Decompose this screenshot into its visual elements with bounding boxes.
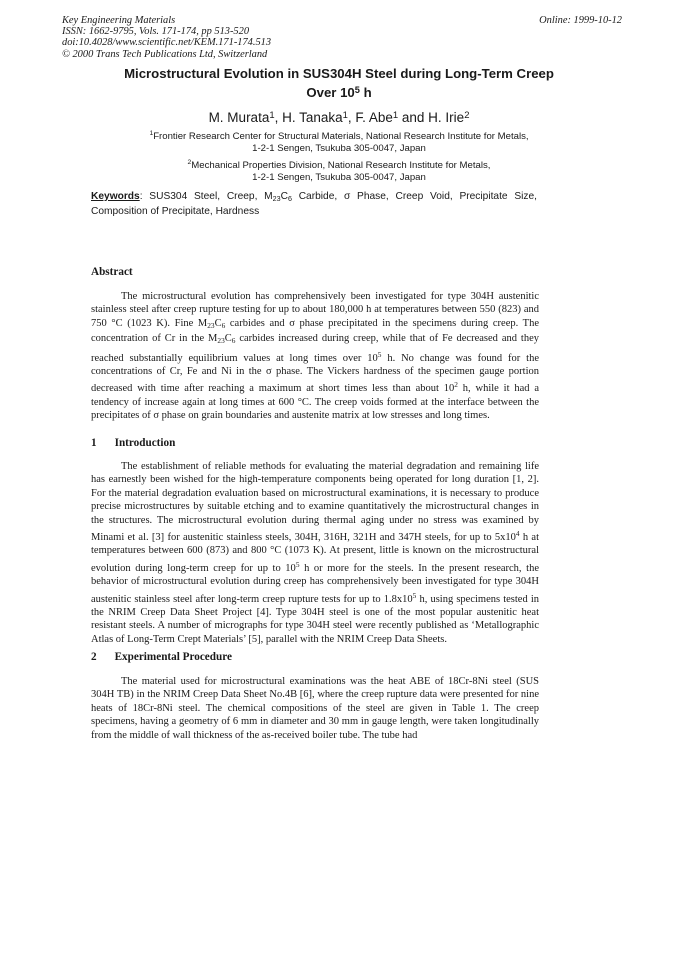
author-list: M. Murata$^1$, H. Tanaka$^1$, F. Abe$^1$ and H. Irie$^2$ xyxy=(208,110,470,125)
title-line-2: Over $10^5$ h xyxy=(306,85,372,100)
copyright-line: © 2000 Trans Tech Publications Ltd, Switzerland xyxy=(62,48,268,60)
keywords-label: Keywords xyxy=(91,191,140,202)
journal-header xyxy=(62,15,622,60)
affiliation-1: $^1$Frontier Research Center for Structural Materials, National Research Institute for Metals, 1-2-1 Sengen, Tsukuba 305-0047, Japan xyxy=(149,130,529,155)
affiliation-2: $^2$Mechanical Properties Division, National Research Institute for Metals, 1-2-1 Sengen, Tsukuba 305-0047, Japan xyxy=(187,159,491,184)
journal-name: Key Engineering Materials xyxy=(62,15,176,26)
experimental-heading: 2 Experimental Procedure xyxy=(91,651,232,663)
author-tanaka: , H. Tanaka xyxy=(274,110,343,125)
introduction-paragraph: The establishment of reliable methods for evaluating the material degradation and remaining life has earnestly been wished for the high-temperature components being operated for long duration [1, 2]. For the material degradation evaluation based on microstructural examinations, it is necessary to produce precise microstructures by suitable etching and to examine quantitatively the microstructural changes in the structures. The microstructural evolution during thermal aging under no stress was examined by Minami et al. [3] for austenitic stainless steels, 304H, 316H, 321H and 347H steels, for up to $5x10^4$ h at temperatures between 600 (873) and 800 °C (1073 K). At present, little is known on the microstructural evolution during long-term creep for up to $10^5$ h or more for the steels. In the present research, the behavior of microstructural evolution during creep has comprehensively been investigated for type 304H austenitic stainless steel after long-term creep rupture tests for up to $1.8x10^5$ h, using specimens tested in the NRIM Creep Data Sheet Project [4]. Type 304H steel is one of the most popular austenitic heat resistant steels. A number of micrographs for type 304H steel were recently published as ‘Metallographic Atlas of Long-Term Crept Materials’ [5], parallel with the NRIM Creep Data Sheets. xyxy=(91,461,540,645)
author-murata: M. Murata xyxy=(208,110,270,125)
online-date: Online: 1999-10-12 xyxy=(539,15,622,26)
issn-line: ISSN: 1662-9795, Vols. 171-174, pp 513-520 xyxy=(62,26,250,38)
author-irie: and H. Irie xyxy=(398,110,465,125)
author-abe: , F. Abe xyxy=(347,110,393,125)
introduction-heading: 1 Introduction xyxy=(91,437,176,449)
paper-title xyxy=(60,66,618,101)
doi-line[interactable]: doi:10.4028/www.scientific.net/KEM.171-174.513 xyxy=(62,37,272,49)
abstract-heading: Abstract xyxy=(91,266,133,278)
title-line-1: Microstructural Evolution in SUS304H Steel during Long-Term Creep xyxy=(124,66,554,81)
abstract-paragraph: The microstructural evolution has comprehensively been investigated for type 304H austenitic stainless steel after creep rupture testing for up to about 180,000 h at temperatures between 550 (823) and 750 °C (1023 K). Fine $M_{23}C_6$ carbides and σ phase precipitated in the specimens during creep. The concentration of Cr in the $M_{23}C_6$ carbides increased during creep, while that of Fe decreased and they reached substantially equilibrium values at long times over $10^5$ h. No change was found for the concentrations of Cr, Fe and Ni in the σ phase. The Vickers hardness of the specimen gauge portion decreased with time after reaching a maximum at short times less than about $10^2$ h, while it had a tendency of increase again at long times at 600 °C. The creep voids formed at the interface between the precipitates of σ phase on grain boundaries and austenite matrix at low stresses and long times. xyxy=(91,291,540,422)
keywords: Keywords: SUS304 Steel, Creep, $M_{23}C_6$ Carbide, σ Phase, Creep Void, Precipitate Size, Composition of Precipitate, Hardness xyxy=(91,191,537,217)
experimental-paragraph: The material used for microstructural examinations was the heat ABE of 18Cr-8Ni steel (SUS 304H TB) in the NRIM Creep Data Sheet No.4B [6], where the creep rupture data were presented for nine heats of 18Cr-8Ni steel. The chemical compositions of the steel are given in Table 1. The creep specimens, having a geometry of 6 mm in diameter and 30 mm in gauge length, were taken longitudinally from the middle of wall thickness of the as-received boiler tube. The tube had xyxy=(91,676,539,741)
